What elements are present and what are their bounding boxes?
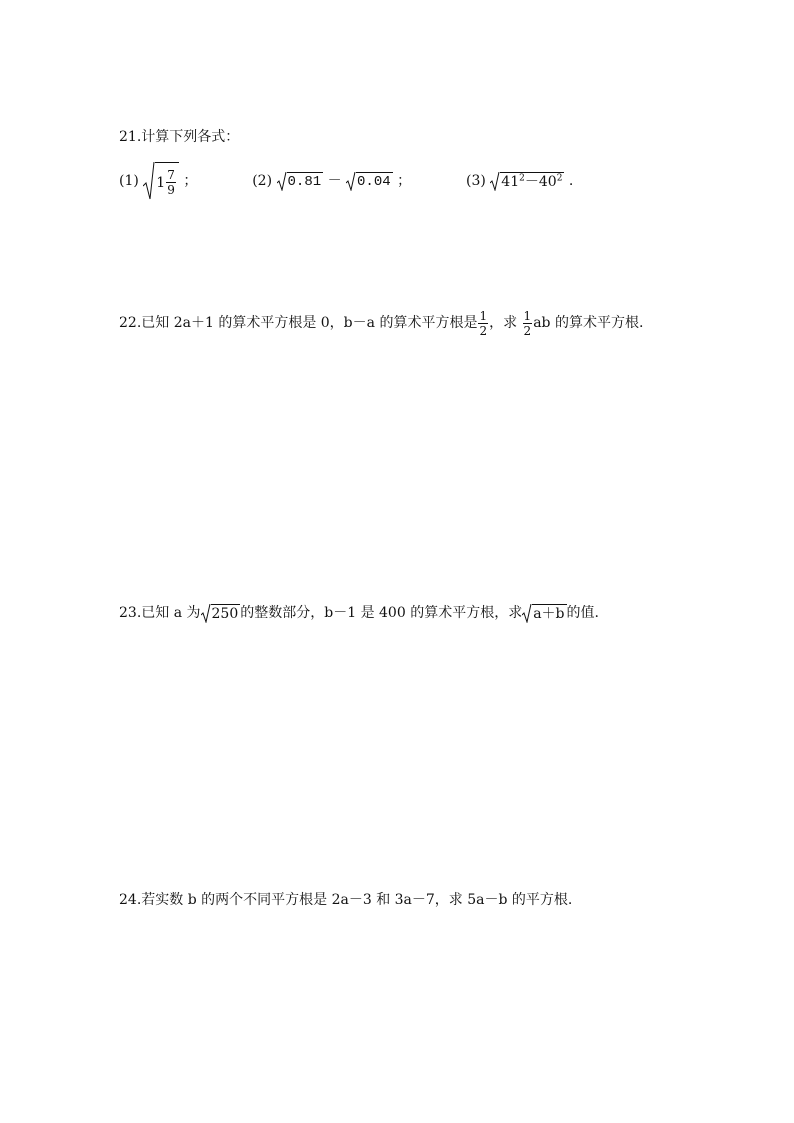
fraction: $\frac{1}{2}$ — [523, 308, 532, 338]
fraction: $\frac{1}{2}$ — [479, 308, 488, 338]
radical-sign-icon — [522, 604, 532, 623]
part-3: (3) $41^2-40^2$ . — [466, 172, 574, 190]
fraction: $\frac{7}{9}$ — [167, 168, 175, 197]
radical-sign-icon — [143, 162, 155, 200]
part-2: (2) 0.81 － 0.04 ； — [252, 173, 412, 190]
sqrt-mixed-fraction: 1 $\frac{7}{9}$ — [143, 162, 179, 200]
question-22: 22.已知 2a＋1 的算术平方根是 0，b－a 的算术平方根是 $\frac{1}{2}$ ，求 $\frac{1}{2}$ ab 的算术平方根. — [119, 308, 644, 338]
radical-sign-icon — [277, 172, 287, 191]
sqrt-expression: a＋b — [522, 604, 566, 623]
sqrt-expression: $41^2-40^2$ — [490, 172, 564, 191]
part-1: (1) 1 $\frac{7}{9}$ ； — [119, 173, 202, 189]
question-24: 24.若实数 b 的两个不同平方根是 2a－3 和 3a－7，求 5a－b 的平方根. — [119, 892, 573, 908]
question-21-parts — [119, 162, 573, 200]
sqrt-expression: 250 — [201, 604, 241, 623]
question-23: 23.已知 a 为 250 的整数部分，b－1 是 400 的算术平方根，求 a＋b 的值. — [119, 605, 599, 622]
radical-sign-icon — [346, 172, 356, 191]
sqrt-expression: 0.04 — [346, 172, 393, 191]
radical-sign-icon — [201, 604, 211, 623]
question-21-title: 21.计算下列各式： — [119, 129, 240, 145]
radical-sign-icon — [490, 172, 500, 191]
sqrt-expression: 0.81 — [277, 172, 324, 191]
